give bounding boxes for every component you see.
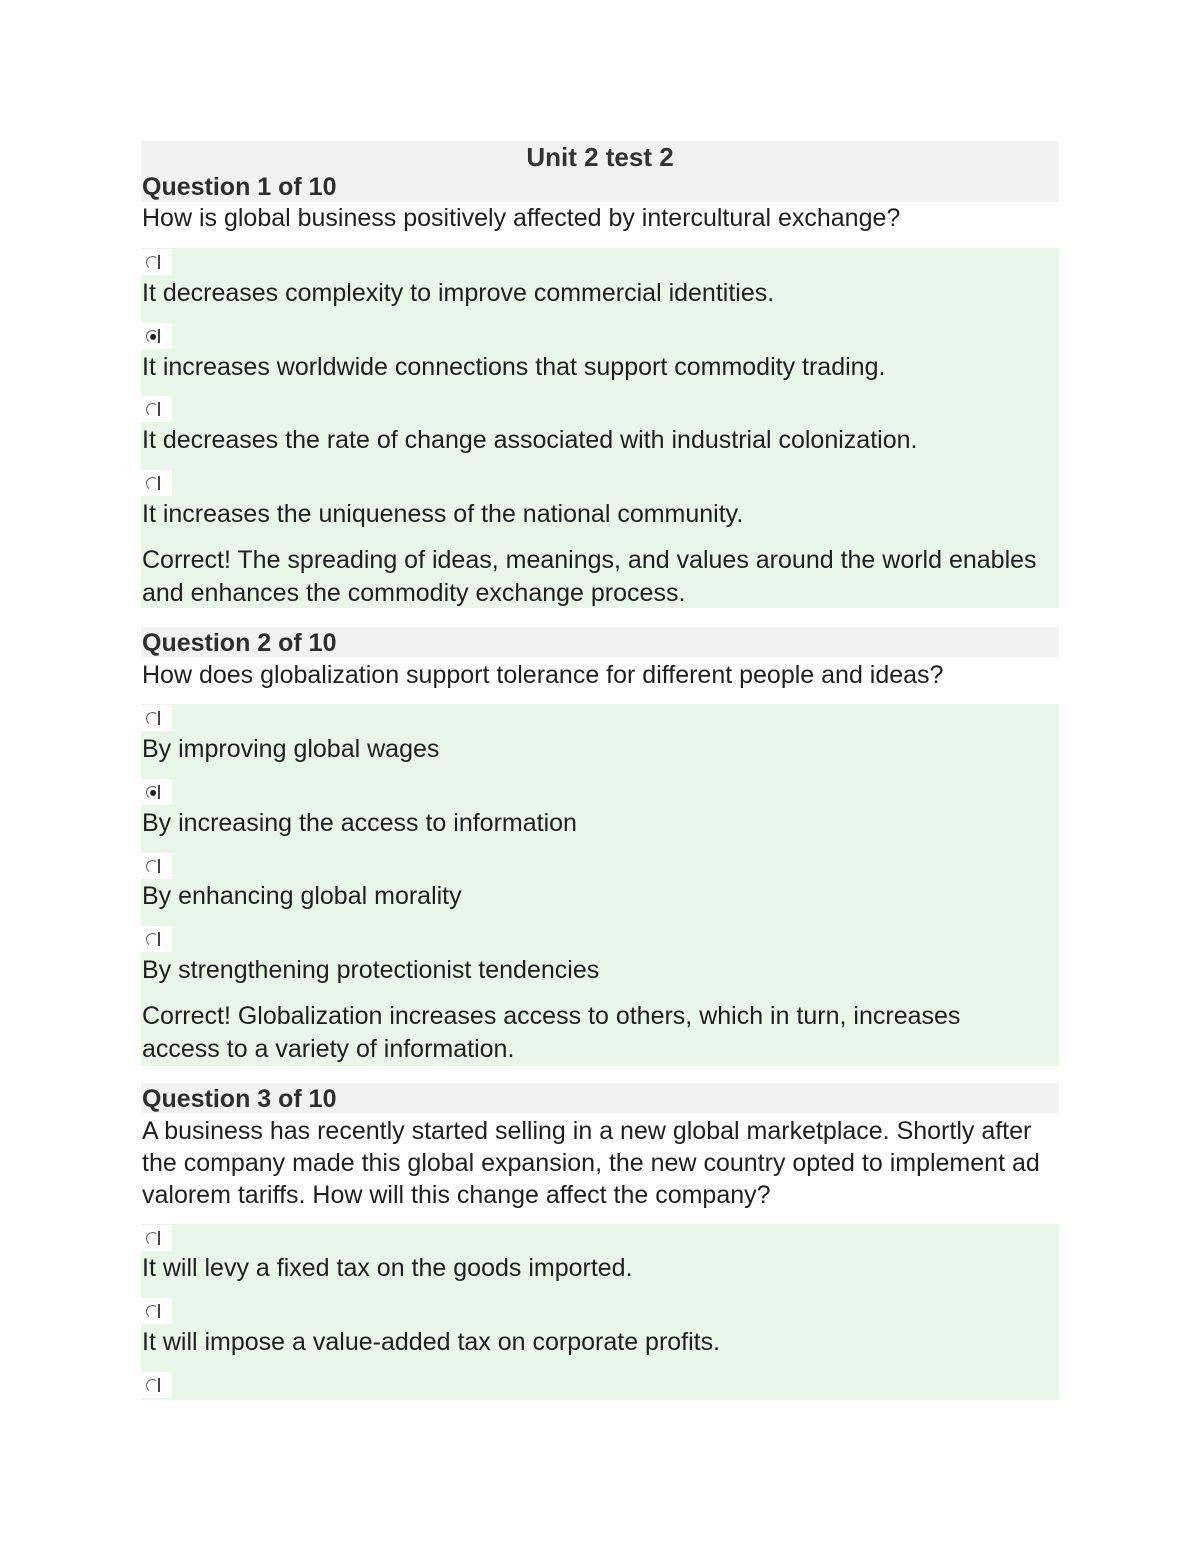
question-3-label: Question 3 of 10 [142, 1085, 337, 1113]
q1-option-4-text: It increases the uniqueness of the national community. [142, 500, 744, 528]
q3-option-2-text: It will impose a value-added tax on corporate profits. [142, 1328, 721, 1356]
q1-option-1-text: It decreases complexity to improve commercial identities. [142, 279, 775, 307]
q2-option-3-text: By enhancing global morality [142, 882, 462, 910]
question-1-text: How is global business positively affected by intercultural exchange? [142, 204, 901, 232]
q2-option-4-text: By strengthening protectionist tendencies [142, 956, 600, 984]
question-3-text: A business has recently started selling in a new global marketplace. Shortly after the company made this global expansion, the new country opted to implement ad valorem tariffs. How will this change affect the company? [142, 1117, 1040, 1209]
q2-option-1-text: By improving global wages [142, 735, 440, 763]
radio-mark [158, 329, 160, 343]
radio-mark [158, 476, 160, 490]
radio-mark [158, 711, 160, 725]
radio-mark [158, 785, 160, 799]
q3-option-1-text: It will levy a fixed tax on the goods imported. [142, 1254, 633, 1282]
question-1-feedback: Correct! The spreading of ideas, meanings, and values around the world enables and enhances the commodity exchange process. [142, 546, 1037, 607]
q1-option-2-text: It increases worldwide connections that support commodity trading. [142, 353, 886, 381]
radio-mark [158, 859, 160, 873]
question-2-feedback: Correct! Globalization increases access to others, which in turn, increases access to a variety of information. [142, 1002, 961, 1063]
radio-mark [158, 932, 160, 946]
radio-mark [158, 1304, 160, 1318]
question-1-label: Question 1 of 10 [142, 173, 337, 201]
radio-mark [158, 255, 160, 269]
question-3-answer-area [141, 1224, 1059, 1400]
q2-option-2-text: By increasing the access to information [142, 809, 577, 837]
radio-mark [158, 402, 160, 416]
question-2-label: Question 2 of 10 [142, 629, 337, 657]
page-title: Unit 2 test 2 [526, 142, 674, 172]
question-2-text: How does globalization support tolerance for different people and ideas? [142, 661, 944, 689]
radio-mark [158, 1231, 160, 1245]
radio-mark [158, 1378, 160, 1392]
q1-option-3-text: It decreases the rate of change associated with industrial colonization. [142, 426, 918, 454]
